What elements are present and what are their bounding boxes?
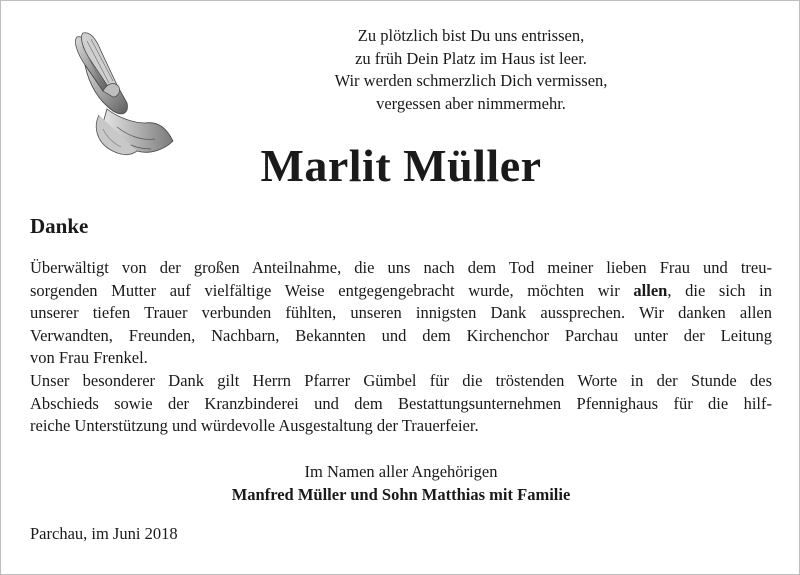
poem-line: Zu plötzlich bist Du uns entrissen, bbox=[357, 26, 585, 45]
thanks-heading: Danke bbox=[30, 214, 89, 238]
body-line: Abschieds sowie der Kranzbinderei und dem Bestattungsunternehmen Pfennighaus für die hilf- bbox=[30, 393, 772, 413]
body-text-segment: sorgenden Mutter auf vielfältige Weise entgegengebracht wurde, möchten wir bbox=[30, 280, 634, 300]
body-line: Verwandten, Freunden, Nachbarn, Bekannten und dem Kirchenchor Parchau unter der Leitung bbox=[30, 325, 772, 345]
body-line: Unser besonderer Dank gilt Herrn Pfarrer Gümbel für die tröstenden Worte in der Stunde des bbox=[30, 370, 772, 390]
poem-line: vergessen aber nimmermehr. bbox=[376, 93, 566, 113]
body-line: Überwältigt von der großen Anteilnahme, die uns nach dem Tod meiner lieben Frau und treu- bbox=[30, 258, 772, 277]
body-line: von Frau Frenkel. bbox=[30, 348, 148, 368]
body-line: reiche Unterstützung und würdevolle Ausgestaltung der Trauerfeier. bbox=[30, 416, 479, 436]
place-and-date: Parchau, im Juni 2018 bbox=[30, 524, 178, 543]
body-line bbox=[30, 280, 772, 303]
memorial-poem bbox=[286, 25, 656, 115]
signature-intro: Im Namen aller Angehörigen bbox=[304, 462, 498, 481]
emphasized-word: allen bbox=[633, 280, 668, 300]
poem-line: zu früh Dein Platz im Haus ist leer. bbox=[355, 48, 587, 68]
thanks-body-text bbox=[30, 257, 772, 438]
signature-block bbox=[1, 461, 800, 506]
body-text-segment: , die sich in bbox=[667, 280, 772, 300]
signature-names: Manfred Müller und Sohn Matthias mit Familie bbox=[231, 484, 571, 504]
deceased-name: Marlit Müller bbox=[260, 140, 542, 191]
body-line: unserer tiefen Trauer verbunden fühlten, unseren innigsten Dank aussprechen. Wir danken allen bbox=[30, 303, 772, 323]
poem-line: Wir werden schmerzlich Dich vermissen, bbox=[334, 71, 608, 90]
